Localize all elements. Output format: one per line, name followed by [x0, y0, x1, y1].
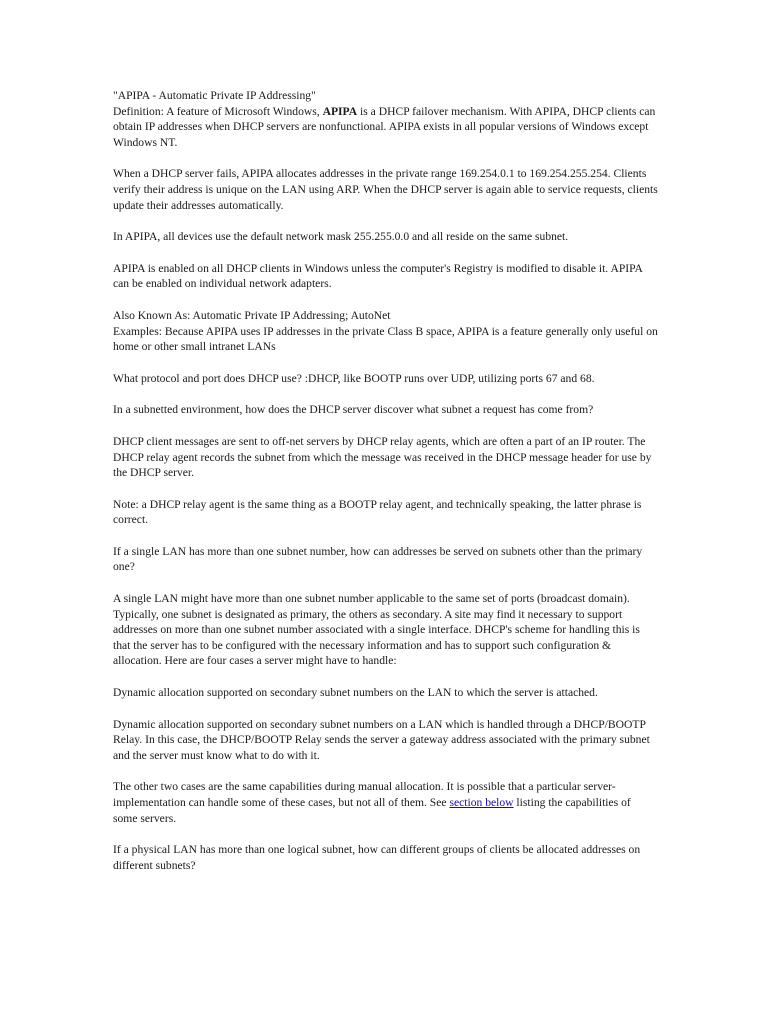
definition-paragraph	[113, 104, 658, 151]
question-text: In a subnetted environment, how does the DHCP server discover what subnet a request has come from?	[113, 403, 594, 417]
question-text: If a physical LAN has more than one logical subnet, how can different groups of clients be allocated addresses on different subnets?	[113, 843, 641, 872]
also-known-as: Also Known As: Automatic Private IP Addressing; AutoNet	[113, 308, 391, 322]
paragraph-relay-agents	[113, 434, 658, 481]
paragraph-text: In APIPA, all devices use the default network mask 255.255.0.0 and all reside on the same subnet.	[113, 230, 569, 244]
paragraph-text: A single LAN might have more than one subnet number applicable to the same set of ports (broadcast domain). Typically, one subnet is designated as primary, the others as secondary. A site may find it necessary to support addresses on more than one subnet number associated with a single interface. DHCP's scheme for handling this is that the server has to be configured with the necessary information and has to support such configuration & allocation. Here are four cases a server might have to handle:	[113, 592, 640, 668]
paragraph-case-two	[113, 717, 658, 764]
note-text: Note: a DHCP relay agent is the same thing as a BOOTP relay agent, and technically speaking, the latter phrase is correct.	[113, 497, 642, 527]
examples: Examples: Because APIPA uses IP addresses in the private Class B space, APIPA is a feature generally only useful on home or other small intranet LANs	[113, 324, 658, 354]
document-body	[113, 88, 658, 889]
paragraph-text: DHCP client messages are sent to off-net servers by DHCP relay agents, which are often a part of an IP router. The DHCP relay agent records the subnet from which the message was received in the DHCP message header for use by the DHCP server.	[113, 434, 652, 480]
paragraph-protocol-port	[113, 371, 658, 387]
paragraph-text: APIPA is enabled on all DHCP clients in Windows unless the computer's Registry is modified to disable it. APIPA can be enabled on individual network adapters.	[113, 261, 643, 291]
text-before-link: The other two cases are the same capabilities during manual allocation. It is possible that a particular server-implementation can handle some of these cases, but not all of them. See	[113, 780, 616, 809]
paragraph-aka-examples	[113, 308, 658, 355]
paragraph-text: Dynamic allocation supported on secondary subnet numbers on a LAN which is handled through a DHCP/BOOTP Relay. In this case, the DHCP/BOOTP Relay sends the server a gateway address associated with the primary subnet and the server must know what to do with it.	[113, 717, 650, 762]
question-subnet-discovery	[113, 402, 658, 418]
paragraph-case-one	[113, 685, 658, 701]
paragraph-text: Dynamic allocation supported on secondary subnet numbers on the LAN to which the server is attached.	[113, 686, 598, 700]
definition-term: APIPA	[322, 104, 358, 118]
paragraph-text	[113, 779, 658, 826]
question-multiple-subnets	[113, 544, 658, 575]
document-title: "APIPA - Automatic Private IP Addressing"	[113, 89, 316, 102]
paragraph-other-cases	[113, 779, 658, 826]
paragraph-note	[113, 497, 658, 528]
definition-suffix: is a DHCP failover mechanism. With APIPA, DHCP clients can obtain IP addresses when DHCP servers are nonfunctional. APIPA exists in all popular versions of Windows except Windows NT.	[113, 104, 656, 149]
paragraph-apipa-fail	[113, 166, 658, 213]
section-below-link[interactable]: section below	[449, 796, 514, 809]
paragraph-enabled	[113, 261, 658, 292]
definition-section	[113, 88, 658, 150]
paragraph-single-lan	[113, 591, 658, 669]
text-after-link: listing the capabilities of some servers.	[113, 796, 631, 825]
paragraph-text: What protocol and port does DHCP use? :DHCP, like BOOTP runs over UDP, utilizing ports 67 and 68.	[113, 371, 595, 385]
paragraph-text: When a DHCP server fails, APIPA allocates addresses in the private range 169.254.0.1 to 169.254.255.254. Clients verify their address is unique on the LAN using ARP. When the DHCP server is again able to service requests, clients update their addresses automatically.	[113, 167, 658, 212]
question-text: If a single LAN has more than one subnet number, how can addresses be served on subnets other than the primary one?	[113, 544, 643, 574]
question-logical-subnets	[113, 842, 658, 873]
paragraph-netmask	[113, 229, 658, 245]
definition-prefix: Definition: A feature of Microsoft Windows,	[113, 104, 323, 118]
